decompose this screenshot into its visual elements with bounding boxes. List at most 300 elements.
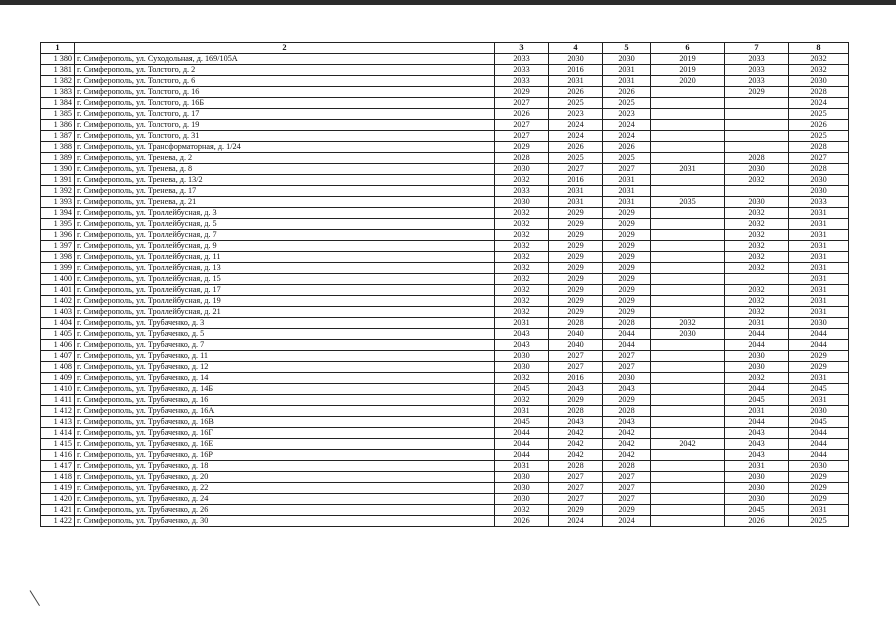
table-row — [41, 505, 849, 516]
col-7-year: 2044 — [725, 329, 789, 340]
col-3-year: 2029 — [495, 142, 549, 153]
document-page — [40, 42, 828, 527]
col-6-year — [651, 494, 725, 505]
column-header-6: 6 — [651, 43, 725, 54]
col-8-year: 2029 — [789, 494, 849, 505]
table-row — [41, 87, 849, 98]
table-row — [41, 483, 849, 494]
col-4-year: 2024 — [549, 120, 603, 131]
col-5-year: 2029 — [603, 274, 651, 285]
col-3-year: 2033 — [495, 54, 549, 65]
col-5-year: 2031 — [603, 65, 651, 76]
table-row — [41, 98, 849, 109]
col-8-year: 2044 — [789, 439, 849, 450]
col-3-year: 2028 — [495, 153, 549, 164]
row-number: 1 406 — [41, 340, 75, 351]
col-7-year: 2033 — [725, 54, 789, 65]
col-4-year: 2029 — [549, 296, 603, 307]
col-3-year: 2045 — [495, 384, 549, 395]
address: г. Симферополь, ул. Трубаченко, д. 16 — [75, 395, 495, 406]
col-8-year: 2030 — [789, 461, 849, 472]
col-7-year: 2044 — [725, 340, 789, 351]
col-5-year: 2027 — [603, 164, 651, 175]
table-row — [41, 362, 849, 373]
col-8-year: 2044 — [789, 428, 849, 439]
schedule-table — [40, 42, 849, 527]
table-header-row — [41, 43, 849, 54]
col-7-year — [725, 98, 789, 109]
col-3-year: 2032 — [495, 263, 549, 274]
address: г. Симферополь, ул. Троллейбусная, д. 21 — [75, 307, 495, 318]
col-7-year: 2032 — [725, 263, 789, 274]
col-7-year: 2026 — [725, 516, 789, 527]
col-7-year: 2043 — [725, 439, 789, 450]
row-number: 1 395 — [41, 219, 75, 230]
row-number: 1 418 — [41, 472, 75, 483]
table-row — [41, 450, 849, 461]
col-3-year: 2032 — [495, 505, 549, 516]
address: г. Симферополь, ул. Трубаченко, д. 30 — [75, 516, 495, 527]
col-8-year: 2029 — [789, 472, 849, 483]
col-8-year: 2045 — [789, 384, 849, 395]
col-6-year — [651, 428, 725, 439]
col-3-year: 2031 — [495, 318, 549, 329]
row-number: 1 393 — [41, 197, 75, 208]
column-header-4: 4 — [549, 43, 603, 54]
col-7-year: 2032 — [725, 219, 789, 230]
col-3-year: 2030 — [495, 351, 549, 362]
address: г. Симферополь, ул. Тренева, д. 21 — [75, 197, 495, 208]
col-8-year: 2030 — [789, 406, 849, 417]
col-3-year: 2032 — [495, 219, 549, 230]
col-7-year — [725, 109, 789, 120]
row-number: 1 389 — [41, 153, 75, 164]
col-4-year: 2029 — [549, 274, 603, 285]
col-7-year: 2031 — [725, 318, 789, 329]
col-7-year: 2030 — [725, 362, 789, 373]
col-6-year — [651, 406, 725, 417]
table-row — [41, 197, 849, 208]
col-4-year: 2042 — [549, 428, 603, 439]
table-row — [41, 329, 849, 340]
col-8-year: 2031 — [789, 263, 849, 274]
col-3-year: 2032 — [495, 307, 549, 318]
col-5-year: 2031 — [603, 76, 651, 87]
column-header-2: 2 — [75, 43, 495, 54]
table-row — [41, 208, 849, 219]
col-4-year: 2040 — [549, 340, 603, 351]
col-5-year: 2044 — [603, 340, 651, 351]
row-number: 1 414 — [41, 428, 75, 439]
col-8-year: 2032 — [789, 65, 849, 76]
table-row — [41, 54, 849, 65]
col-5-year: 2029 — [603, 307, 651, 318]
col-8-year: 2031 — [789, 219, 849, 230]
col-5-year: 2044 — [603, 329, 651, 340]
table-row — [41, 65, 849, 76]
col-4-year: 2040 — [549, 329, 603, 340]
col-8-year: 2031 — [789, 230, 849, 241]
col-7-year: 2033 — [725, 65, 789, 76]
col-6-year — [651, 373, 725, 384]
table-row — [41, 373, 849, 384]
address: г. Симферополь, ул. Трубаченко, д. 16Г — [75, 428, 495, 439]
row-number: 1 385 — [41, 109, 75, 120]
col-6-year: 2019 — [651, 54, 725, 65]
col-3-year: 2033 — [495, 186, 549, 197]
row-number: 1 413 — [41, 417, 75, 428]
col-4-year: 2027 — [549, 164, 603, 175]
col-8-year: 2031 — [789, 285, 849, 296]
column-header-8: 8 — [789, 43, 849, 54]
col-8-year: 2031 — [789, 208, 849, 219]
address: г. Симферополь, ул. Троллейбусная, д. 17 — [75, 285, 495, 296]
table-row — [41, 142, 849, 153]
address: г. Симферополь, ул. Трубаченко, д. 26 — [75, 505, 495, 516]
col-6-year — [651, 252, 725, 263]
col-5-year: 2027 — [603, 483, 651, 494]
col-3-year: 2031 — [495, 406, 549, 417]
col-6-year — [651, 450, 725, 461]
col-5-year: 2043 — [603, 384, 651, 395]
table-row — [41, 340, 849, 351]
row-number: 1 411 — [41, 395, 75, 406]
col-4-year: 2025 — [549, 153, 603, 164]
col-7-year: 2032 — [725, 175, 789, 186]
row-number: 1 401 — [41, 285, 75, 296]
col-7-year: 2032 — [725, 241, 789, 252]
col-3-year: 2032 — [495, 274, 549, 285]
col-6-year: 2019 — [651, 65, 725, 76]
col-4-year: 2027 — [549, 472, 603, 483]
address: г. Симферополь, ул. Троллейбусная, д. 19 — [75, 296, 495, 307]
col-6-year — [651, 483, 725, 494]
address: г. Симферополь, ул. Толстого, д. 17 — [75, 109, 495, 120]
col-4-year: 2029 — [549, 230, 603, 241]
col-4-year: 2029 — [549, 263, 603, 274]
row-number: 1 386 — [41, 120, 75, 131]
col-4-year: 2027 — [549, 494, 603, 505]
col-5-year: 2042 — [603, 450, 651, 461]
col-5-year: 2024 — [603, 516, 651, 527]
col-6-year — [651, 296, 725, 307]
col-7-year: 2032 — [725, 252, 789, 263]
address: г. Симферополь, ул. Толстого, д. 16Б — [75, 98, 495, 109]
address: г. Симферополь, ул. Тренева, д. 17 — [75, 186, 495, 197]
col-5-year: 2031 — [603, 186, 651, 197]
col-7-year: 2032 — [725, 285, 789, 296]
row-number: 1 382 — [41, 76, 75, 87]
col-8-year: 2024 — [789, 98, 849, 109]
row-number: 1 394 — [41, 208, 75, 219]
table-row — [41, 164, 849, 175]
col-3-year: 2043 — [495, 329, 549, 340]
col-3-year: 2033 — [495, 76, 549, 87]
address: г. Симферополь, ул. Толстого, д. 16 — [75, 87, 495, 98]
col-6-year: 2020 — [651, 76, 725, 87]
col-6-year — [651, 472, 725, 483]
address: г. Симферополь, ул. Трубаченко, д. 14Б — [75, 384, 495, 395]
col-5-year: 2024 — [603, 120, 651, 131]
address: г. Симферополь, ул. Троллейбусная, д. 13 — [75, 263, 495, 274]
row-number: 1 384 — [41, 98, 75, 109]
col-4-year: 2016 — [549, 175, 603, 186]
col-3-year: 2030 — [495, 164, 549, 175]
col-3-year: 2030 — [495, 197, 549, 208]
address: г. Симферополь, ул. Тренева, д. 8 — [75, 164, 495, 175]
col-8-year: 2030 — [789, 175, 849, 186]
table-row — [41, 175, 849, 186]
row-number: 1 409 — [41, 373, 75, 384]
row-number: 1 390 — [41, 164, 75, 175]
col-4-year: 2027 — [549, 351, 603, 362]
address: г. Симферополь, ул. Троллейбусная, д. 3 — [75, 208, 495, 219]
col-3-year: 2030 — [495, 483, 549, 494]
col-3-year: 2030 — [495, 494, 549, 505]
table-body — [41, 54, 849, 527]
col-6-year — [651, 516, 725, 527]
col-7-year: 2032 — [725, 373, 789, 384]
col-8-year: 2031 — [789, 252, 849, 263]
col-6-year — [651, 186, 725, 197]
row-number: 1 408 — [41, 362, 75, 373]
col-4-year: 2029 — [549, 395, 603, 406]
col-7-year: 2028 — [725, 153, 789, 164]
col-6-year: 2032 — [651, 318, 725, 329]
col-5-year: 2024 — [603, 131, 651, 142]
table-row — [41, 285, 849, 296]
col-5-year: 2029 — [603, 241, 651, 252]
table-row — [41, 131, 849, 142]
col-7-year — [725, 120, 789, 131]
row-number: 1 400 — [41, 274, 75, 285]
col-4-year: 2031 — [549, 76, 603, 87]
col-5-year: 2028 — [603, 461, 651, 472]
col-8-year: 2044 — [789, 340, 849, 351]
col-6-year: 2031 — [651, 164, 725, 175]
col-5-year: 2031 — [603, 175, 651, 186]
col-7-year: 2032 — [725, 296, 789, 307]
address: г. Симферополь, ул. Толстого, д. 6 — [75, 76, 495, 87]
col-6-year — [651, 120, 725, 131]
col-4-year: 2016 — [549, 373, 603, 384]
col-3-year: 2033 — [495, 65, 549, 76]
col-5-year: 2042 — [603, 428, 651, 439]
table-row — [41, 516, 849, 527]
col-6-year — [651, 153, 725, 164]
col-5-year: 2029 — [603, 252, 651, 263]
col-8-year: 2031 — [789, 296, 849, 307]
col-8-year: 2030 — [789, 76, 849, 87]
table-row — [41, 76, 849, 87]
col-7-year: 2032 — [725, 208, 789, 219]
col-8-year: 2031 — [789, 505, 849, 516]
col-6-year — [651, 417, 725, 428]
col-8-year: 2031 — [789, 274, 849, 285]
col-7-year: 2044 — [725, 417, 789, 428]
table-row — [41, 428, 849, 439]
address: г. Симферополь, ул. Толстого, д. 2 — [75, 65, 495, 76]
address: г. Симферополь, ул. Троллейбусная, д. 5 — [75, 219, 495, 230]
col-3-year: 2032 — [495, 373, 549, 384]
col-4-year: 2027 — [549, 362, 603, 373]
col-6-year — [651, 263, 725, 274]
col-5-year: 2029 — [603, 263, 651, 274]
address: г. Симферополь, ул. Троллейбусная, д. 15 — [75, 274, 495, 285]
col-7-year: 2043 — [725, 450, 789, 461]
address: г. Симферополь, ул. Трубаченко, д. 20 — [75, 472, 495, 483]
row-number: 1 417 — [41, 461, 75, 472]
address: г. Симферополь, ул. Трубаченко, д. 16В — [75, 417, 495, 428]
col-8-year: 2029 — [789, 362, 849, 373]
col-6-year — [651, 175, 725, 186]
col-3-year: 2027 — [495, 98, 549, 109]
address: г. Симферополь, ул. Трубаченко, д. 22 — [75, 483, 495, 494]
col-4-year: 2042 — [549, 439, 603, 450]
col-8-year: 2030 — [789, 186, 849, 197]
col-7-year: 2030 — [725, 351, 789, 362]
col-5-year: 2042 — [603, 439, 651, 450]
address: г. Симферополь, ул. Трубаченко, д. 16А — [75, 406, 495, 417]
table-row — [41, 406, 849, 417]
col-3-year: 2032 — [495, 252, 549, 263]
table-row — [41, 241, 849, 252]
col-5-year: 2029 — [603, 395, 651, 406]
col-4-year: 2029 — [549, 252, 603, 263]
col-6-year — [651, 340, 725, 351]
col-8-year: 2028 — [789, 164, 849, 175]
row-number: 1 405 — [41, 329, 75, 340]
col-3-year: 2032 — [495, 285, 549, 296]
col-8-year: 2031 — [789, 241, 849, 252]
col-4-year: 2024 — [549, 131, 603, 142]
address: г. Симферополь, ул. Троллейбусная, д. 9 — [75, 241, 495, 252]
col-5-year: 2029 — [603, 230, 651, 241]
col-7-year — [725, 186, 789, 197]
col-6-year: 2035 — [651, 197, 725, 208]
col-8-year: 2031 — [789, 395, 849, 406]
row-number: 1 412 — [41, 406, 75, 417]
col-5-year: 2025 — [603, 153, 651, 164]
row-number: 1 399 — [41, 263, 75, 274]
col-8-year: 2025 — [789, 131, 849, 142]
col-6-year — [651, 395, 725, 406]
table-row — [41, 263, 849, 274]
col-3-year: 2044 — [495, 439, 549, 450]
column-header-7: 7 — [725, 43, 789, 54]
col-3-year: 2032 — [495, 241, 549, 252]
col-6-year — [651, 362, 725, 373]
col-8-year: 2031 — [789, 373, 849, 384]
row-number: 1 422 — [41, 516, 75, 527]
row-number: 1 410 — [41, 384, 75, 395]
col-3-year: 2043 — [495, 340, 549, 351]
col-5-year: 2029 — [603, 219, 651, 230]
row-number: 1 396 — [41, 230, 75, 241]
col-7-year: 2045 — [725, 395, 789, 406]
row-number: 1 407 — [41, 351, 75, 362]
col-7-year — [725, 131, 789, 142]
col-8-year: 2026 — [789, 120, 849, 131]
address: г. Симферополь, ул. Трубаченко, д. 5 — [75, 329, 495, 340]
col-4-year: 2031 — [549, 186, 603, 197]
col-6-year — [651, 142, 725, 153]
col-5-year: 2028 — [603, 406, 651, 417]
column-header-3: 3 — [495, 43, 549, 54]
address: г. Симферополь, ул. Трубаченко, д. 11 — [75, 351, 495, 362]
col-7-year: 2029 — [725, 87, 789, 98]
col-3-year: 2029 — [495, 87, 549, 98]
col-5-year: 2025 — [603, 98, 651, 109]
table-row — [41, 384, 849, 395]
table-row — [41, 153, 849, 164]
col-6-year — [651, 208, 725, 219]
col-4-year: 2029 — [549, 241, 603, 252]
col-5-year: 2029 — [603, 296, 651, 307]
address: г. Симферополь, ул. Трубаченко, д. 24 — [75, 494, 495, 505]
col-5-year: 2027 — [603, 472, 651, 483]
col-4-year: 2026 — [549, 142, 603, 153]
row-number: 1 404 — [41, 318, 75, 329]
table-row — [41, 307, 849, 318]
col-8-year: 2029 — [789, 483, 849, 494]
col-4-year: 2027 — [549, 483, 603, 494]
col-7-year: 2044 — [725, 384, 789, 395]
col-8-year: 2031 — [789, 307, 849, 318]
col-6-year — [651, 87, 725, 98]
address: г. Симферополь, ул. Трубаченко, д. 3 — [75, 318, 495, 329]
col-4-year: 2028 — [549, 461, 603, 472]
address: г. Симферополь, ул. Трубаченко, д. 16Е — [75, 439, 495, 450]
col-4-year: 2024 — [549, 516, 603, 527]
col-5-year: 2026 — [603, 87, 651, 98]
col-7-year: 2031 — [725, 461, 789, 472]
col-5-year: 2030 — [603, 54, 651, 65]
col-4-year: 2028 — [549, 318, 603, 329]
table-row — [41, 296, 849, 307]
col-5-year: 2026 — [603, 142, 651, 153]
col-3-year: 2032 — [495, 395, 549, 406]
table-row — [41, 494, 849, 505]
col-5-year: 2028 — [603, 318, 651, 329]
col-4-year: 2029 — [549, 285, 603, 296]
address: г. Симферополь, ул. Троллейбусная, д. 11 — [75, 252, 495, 263]
address: г. Симферополь, ул. Трубаченко, д. 12 — [75, 362, 495, 373]
col-4-year: 2023 — [549, 109, 603, 120]
col-6-year — [651, 98, 725, 109]
col-3-year: 2032 — [495, 175, 549, 186]
col-5-year: 2029 — [603, 285, 651, 296]
col-6-year — [651, 109, 725, 120]
table-row — [41, 472, 849, 483]
address: г. Симферополь, ул. Тренева, д. 2 — [75, 153, 495, 164]
col-4-year: 2028 — [549, 406, 603, 417]
col-3-year: 2044 — [495, 428, 549, 439]
col-8-year: 2045 — [789, 417, 849, 428]
col-7-year: 2030 — [725, 494, 789, 505]
col-8-year: 2029 — [789, 351, 849, 362]
col-8-year: 2044 — [789, 450, 849, 461]
col-4-year: 2031 — [549, 197, 603, 208]
col-6-year — [651, 384, 725, 395]
col-4-year: 2026 — [549, 87, 603, 98]
col-3-year: 2032 — [495, 296, 549, 307]
col-4-year: 2029 — [549, 505, 603, 516]
col-6-year — [651, 461, 725, 472]
row-number: 1 419 — [41, 483, 75, 494]
row-number: 1 397 — [41, 241, 75, 252]
row-number: 1 380 — [41, 54, 75, 65]
